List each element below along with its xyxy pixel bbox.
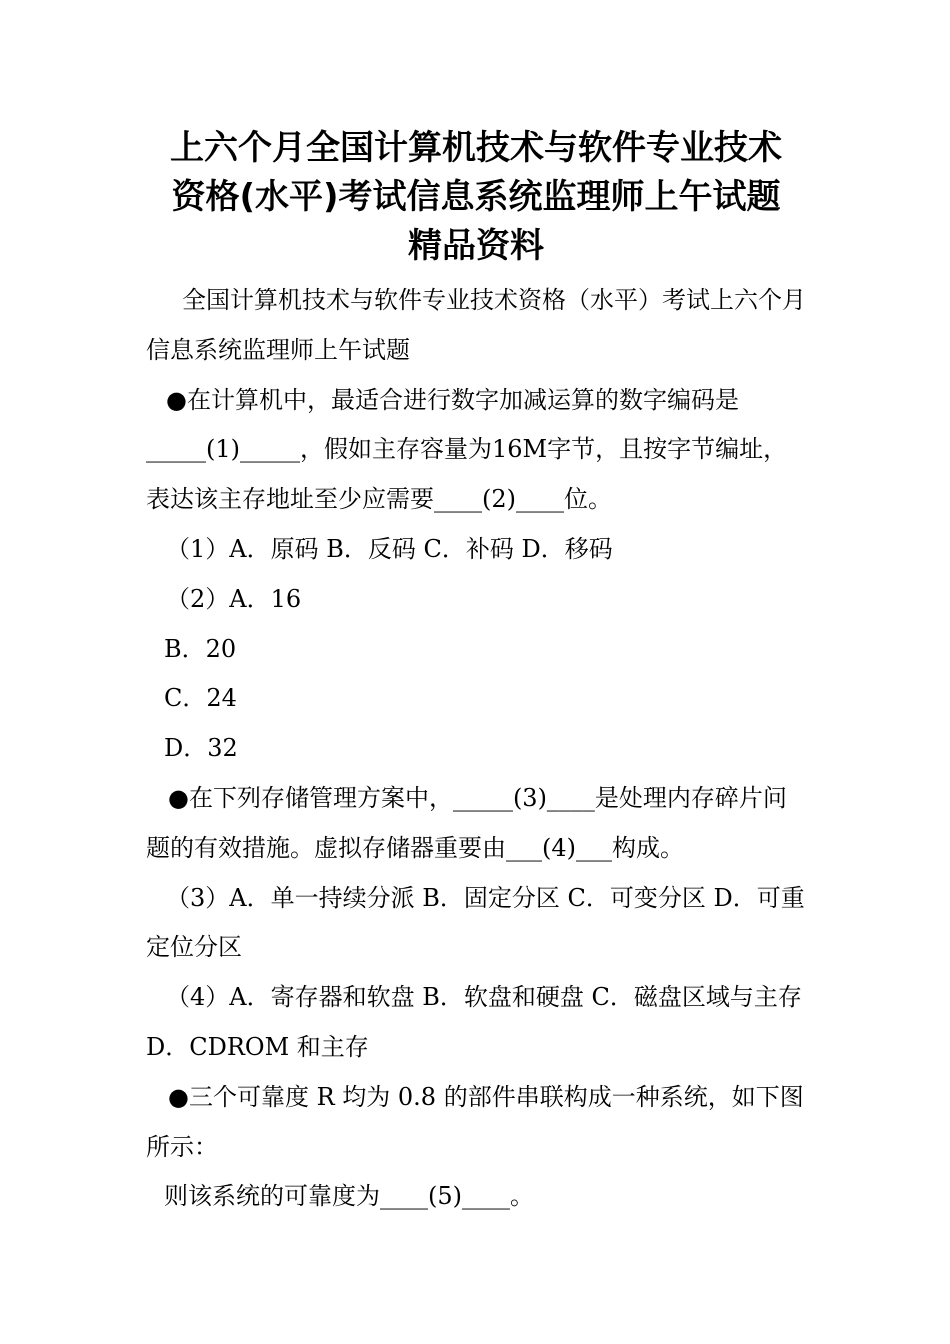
title-line-2: 资格(水平)考试信息系统监理师上午试题 [171, 177, 781, 217]
document-body [146, 276, 808, 1222]
document-title [146, 124, 806, 271]
options-2-b: B．20 [164, 634, 237, 663]
title-line-1: 上六个月全国计算机技术与软件专业技术 [170, 128, 782, 168]
options-2-d: D．32 [164, 734, 238, 763]
question-5: ●三个可靠度 R 均为 0.8 的部件串联构成一种系统，如下图所示： [146, 1082, 804, 1161]
options-1: （1）A．原码 B．反码 C．补码 D．移码 [166, 534, 613, 563]
options-2-c: C．24 [164, 684, 237, 713]
question-5-prompt: 则该系统的可靠度为____(5)____。 [164, 1182, 534, 1211]
title-line-3: 精品资料 [408, 226, 544, 266]
question-3-4: ●在下列存储管理方案中，_____(3)____是处理内存碎片问题的有效措施。虚拟存储器重要由___(4)___构成。 [146, 783, 787, 862]
intro-paragraph: 全国计算机技术与软件专业技术资格（水平）考试上六个月信息系统监理师上午试题 [146, 286, 806, 364]
options-3: （3）A．单一持续分派 B．固定分区 C．可变分区 D．可重定位分区 [146, 883, 805, 962]
options-4: （4）A．寄存器和软盘 B．软盘和硬盘 C．磁盘区域与主存 D．CDROM 和主存 [146, 983, 802, 1061]
options-2-a: （2）A．16 [166, 584, 302, 613]
question-1-2: ●在计算机中，最适合进行数字加减运算的数字编码是_____(1)_____，假如主存容量为16M字节，且按字节编址，表达该主存地址至少应需要____(2)____位。 [146, 385, 788, 514]
